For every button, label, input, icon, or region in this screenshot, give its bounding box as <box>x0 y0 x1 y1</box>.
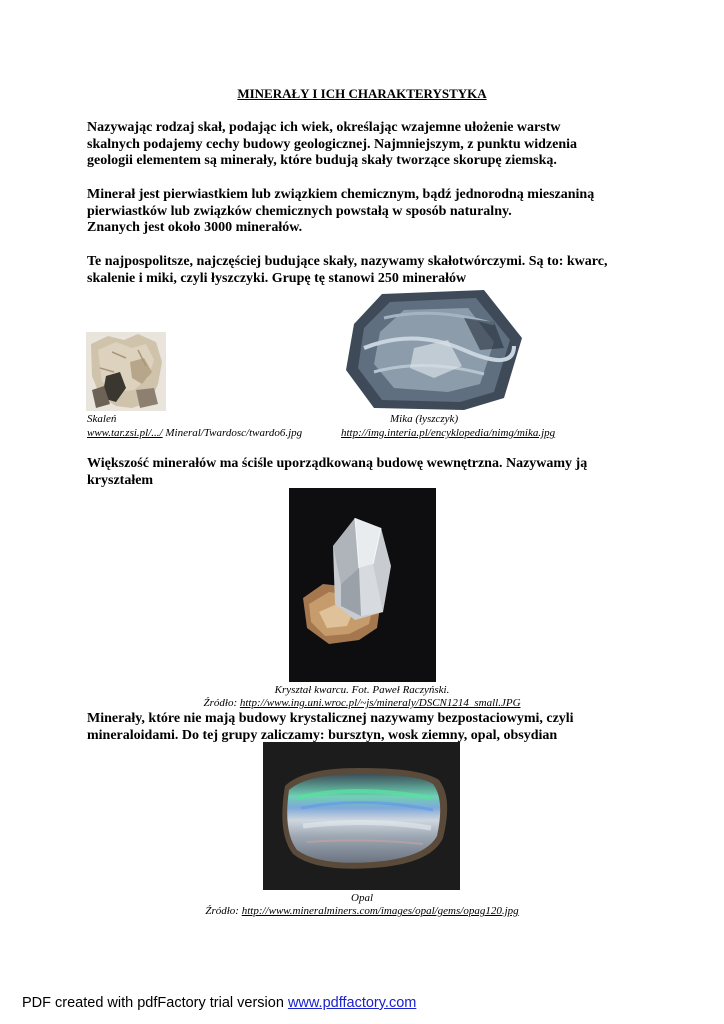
text-line: Znanych jest około 3000 minerałów. <box>87 220 303 235</box>
pdf-footer <box>22 995 416 1011</box>
text-line: geologii elementem są minerały, które budują skały tworzące skorupę ziemską. <box>87 153 557 168</box>
mica-photo <box>344 288 524 412</box>
text-line: Większość minerałów ma ściśle uporządkowaną budowę wewnętrzna. Nazywamy ją <box>87 456 588 471</box>
text-line: kryształem <box>87 472 154 488</box>
quartz-photo <box>289 488 436 682</box>
quartz-source <box>0 697 724 710</box>
paragraph-rock-forming <box>87 254 647 287</box>
feldspar-source-link[interactable]: www.tar.zsi.pl/.../ <box>87 427 163 439</box>
text-line: Minerały, które nie mają budowy krystalicznej nazywamy bezpostaciowymi, czyli <box>87 711 574 726</box>
quartz-caption: Kryształ kwarcu. Fot. Paweł Raczyński. <box>274 684 450 696</box>
text-line: skalenie i miki, czyli łyszczyki. Grupę tę stanowi 250 minerałów <box>87 270 467 286</box>
paragraph-definition <box>87 187 647 237</box>
mica-caption: Mika (łyszczyk) <box>390 413 459 425</box>
paragraph-intro <box>87 120 647 170</box>
text-line: Te najpospolitsze, najczęściej budujące skały, nazywamy skałotwórczymi. Są to: kwarc, <box>87 254 608 269</box>
paragraph-mineraloids <box>87 711 647 744</box>
footer-link[interactable]: www.pdffactory.com <box>287 995 417 1011</box>
opal-photo <box>263 742 460 890</box>
text-line: mineraloidami. Do tej grupy zaliczamy: bursztyn, wosk ziemny, opal, obsydian <box>87 727 558 743</box>
paragraph-crystal <box>87 456 647 489</box>
page-title: MINERAŁY I ICH CHARAKTERYSTYKA <box>237 86 487 101</box>
feldspar-source-path: Mineral/Twardosc/twardo6.jpg <box>162 427 303 439</box>
feldspar-source <box>87 427 302 440</box>
feldspar-photo <box>86 332 166 411</box>
text-line: pierwiastków lub związków chemicznych powstałą w sposób naturalny. <box>87 203 512 219</box>
text-line: skalnych podajemy cechy budowy geologicznej. Najmniejszym, z punktu widzenia <box>87 136 578 152</box>
opal-caption: Opal <box>351 892 373 904</box>
quartz-source-prefix: Źródło: <box>203 697 240 709</box>
text-line: Nazywając rodzaj skał, podając ich wiek, określając wzajemne ułożenie warstw <box>87 120 561 135</box>
text-line: Minerał jest pierwiastkiem lub związkiem chemicznym, bądź jednorodną mieszaniną <box>87 187 595 202</box>
quartz-source-link[interactable]: http://www.ing.uni.wroc.pl/~js/mineraly/DSCN1214_small.JPG <box>239 697 521 709</box>
opal-source-prefix: Źródło: <box>205 905 242 917</box>
opal-source <box>0 905 724 918</box>
mica-source-link[interactable]: http://img.interia.pl/encyklopedia/nimg/mika.jpg <box>341 427 556 439</box>
opal-source-link[interactable]: http://www.mineralminers.com/images/opal/gems/opag120.jpg <box>241 905 519 917</box>
feldspar-caption: Skaleń <box>87 413 117 425</box>
footer-text: PDF created with pdfFactory trial version <box>22 995 288 1011</box>
